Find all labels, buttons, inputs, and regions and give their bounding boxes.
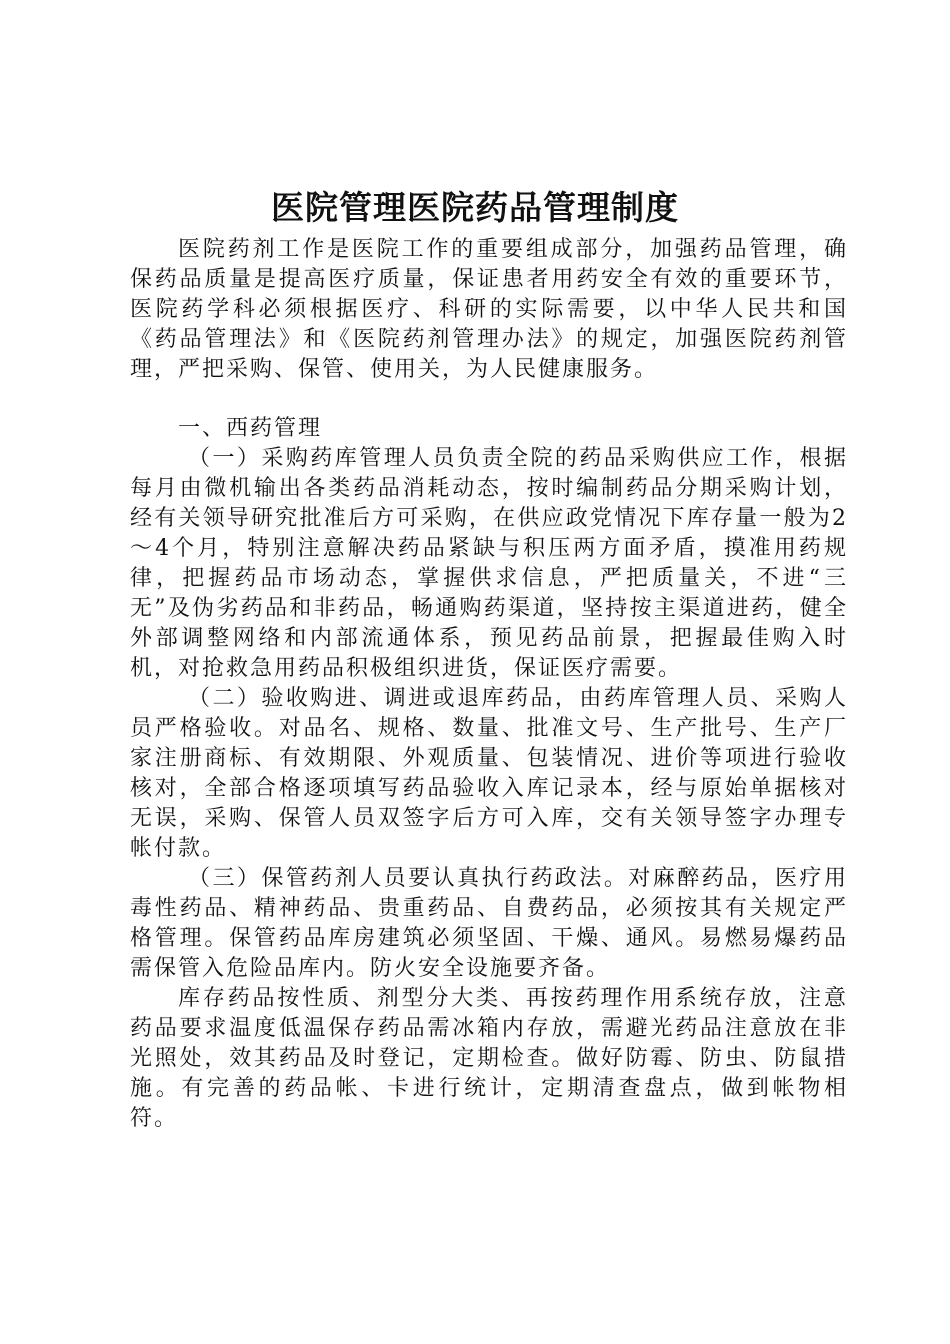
paragraph-procurement: （一）采购药库管理人员负责全院的药品采购供应工作，根据每月由微机输出各类药品消耗动态，按时编制药品分期采购计划，经有关领导研究批准后方可采购，在供应政党情况下库存量一般为2～4个月，特别注意解决药品紧缺与积压两方面矛盾，摸准用药规律，把握药品市场动态，掌握供求信息，严把质量关，不进“三无”及伪劣药品和非药品，畅通购药渠道，坚持按主渠道进药，健全外部调整网络和内部流通体系，预见药品前景，把握最佳购入时机，对抢救急用药品积极组织进货，保证医疗需要。	[130, 446, 848, 681]
document-body	[130, 235, 848, 1134]
paragraph-acceptance: （二）验收购进、调进或退库药品，由药库管理人员、采购人员严格验收。对品名、规格、数量、批准文号、生产批号、生产厂家注册商标、有效期限、外观质量、包装情况、进价等项进行验收核对，全部合格逐项填写药品验收入库记录本，经与原始单据核对无误，采购、保管人员双签字后方可入库，交有关领导签字办理专帐付款。	[130, 686, 848, 861]
paragraph-storage: （三）保管药剂人员要认真执行药政法。对麻醉药品，医疗用毒性药品、精神药品、贵重药品、自费药品，必须按其有关规定严格管理。保管药品库房建筑必须坚固、干燥、通风。易燃易爆药品需保管入危险品库内。防火安全设施要齐备。	[130, 866, 848, 981]
document-title: 医院管理医院药品管理制度	[271, 188, 679, 227]
intro-paragraph: 医院药剂工作是医院工作的重要组成部分，加强药品管理，确保药品质量是提高医疗质量，保证患者用药安全有效的重要环节，医院药学科必须根据医疗、科研的实际需要，以中华人民共和国《药品管理法》和《医院药剂管理办法》的规定，加强医院药剂管理，严把采购、保管、使用关，为人民健康服务。	[130, 237, 848, 382]
section-heading-western-medicine: 一、西药管理	[178, 416, 323, 441]
paragraph-inventory: 库存药品按性质、剂型分大类、再按药理作用系统存放，注意药品要求温度低温保存药品需冰箱内存放，需避光药品注意放在非光照处，效其药品及时登记，定期检查。做好防霉、防虫、防鼠措施。有完善的药品帐、卡进行统计，定期清查盘点，做到帐物相符。	[130, 986, 848, 1131]
